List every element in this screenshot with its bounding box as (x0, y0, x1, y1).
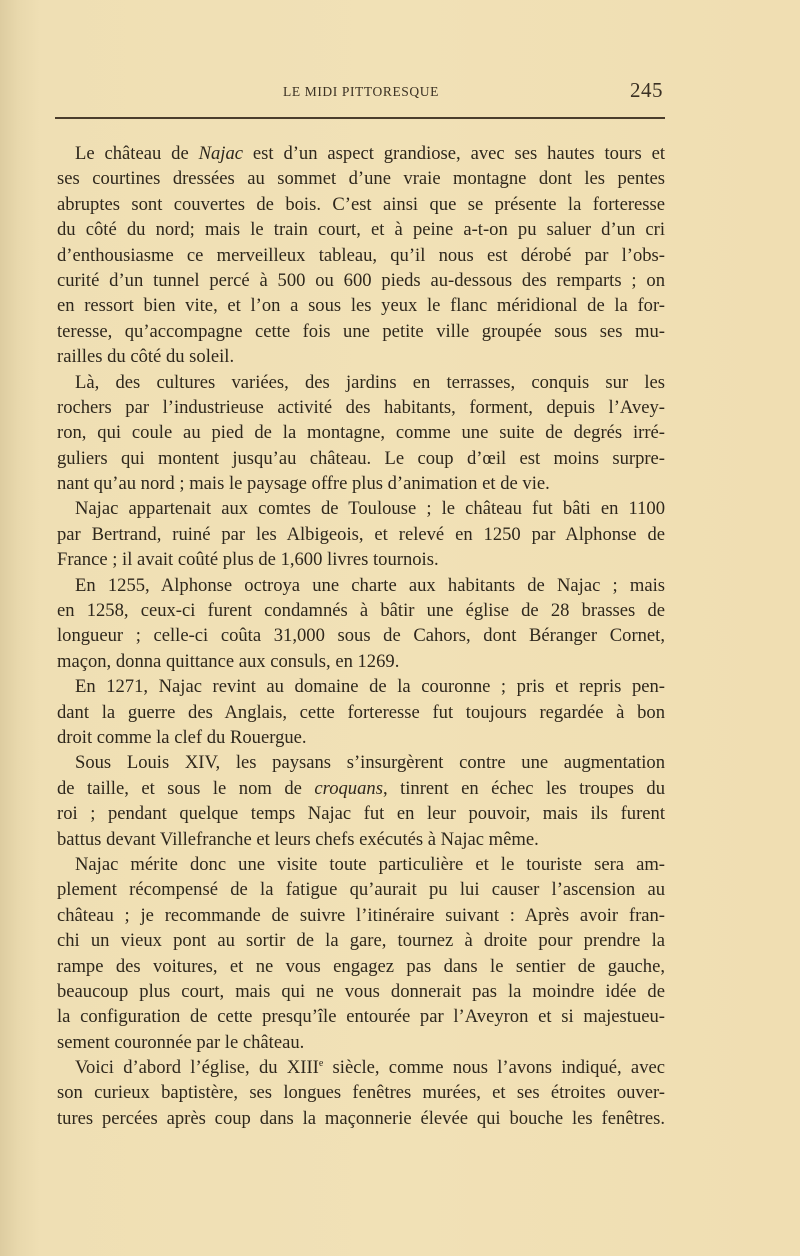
text-line: par Bertrand, ruiné par les Albigeois, et relevé en 1250 par Alphonse de (57, 523, 665, 545)
text-line: son curieux baptistère, ses longues fenêtres murées, et ses étroites ouver- (57, 1082, 665, 1104)
text-line: guliers qui montent jusqu’au château. Le coup d’œil est moins surpre- (57, 447, 665, 469)
running-head (57, 78, 665, 102)
running-title: LE MIDI PITTORESQUE (283, 84, 439, 99)
text-line: droit comme la clef du Rouergue. (57, 726, 307, 748)
emphasis-najac: Najac (198, 143, 244, 164)
text-line: rochers par l’industrieuse activité des habitants, forment, depuis l’Avey- (57, 396, 665, 418)
text-line: Voici d’abord l’église, du XIIIe siècle, comme nous l’avons indiqué, avec (75, 1057, 665, 1079)
text-line: du côté du nord; mais le train court, et à peine a-t-on pu saluer d’un cri (57, 219, 665, 241)
body-text (57, 141, 665, 1131)
text-line: plement récompensé de la fatigue qu’aurait pu lui causer l’ascension au (57, 879, 665, 901)
text-line: teresse, qu’accompagne cette fois une petite ville groupée sous ses mu- (57, 320, 665, 342)
text-line: Najac appartenait aux comtes de Toulouse ; le château fut bâti en 1100 (75, 498, 665, 520)
text-line: maçon, donna quittance aux consuls, en 1269. (57, 650, 400, 672)
text-line: Le château de Najac est d’un aspect grandiose, avec ses hautes tours et (75, 143, 665, 164)
page-number: 245 (630, 78, 663, 102)
text-line: chi un vieux pont au sortir de la gare, tournez à droite pour prendre la (57, 930, 665, 952)
text-line: roi ; pendant quelque temps Najac fut en leur pouvoir, mais ils furent (57, 803, 665, 825)
text-line: France ; il avait coûté plus de 1,600 livres tournois. (57, 549, 439, 571)
header-rule (55, 117, 665, 119)
text-line: en ressort bien vite, et l’on a sous les yeux le flanc méridional de la for- (57, 295, 665, 317)
text-line: de taille, et sous le nom de croquans, tinrent en échec les troupes du (57, 777, 665, 799)
text-line: Là, des cultures variées, des jardins en terrasses, conquis sur les (75, 371, 665, 393)
text-line: Najac mérite donc une visite toute particulière et le touriste sera am- (75, 853, 665, 875)
text-line: sement couronnée par le château. (57, 1031, 305, 1053)
text-line: d’enthousiasme ce merveilleux tableau, qu’il nous est dérobé par l’obs- (57, 244, 665, 266)
text-line: Sous Louis XIV, les paysans s’insurgèrent contre une augmentation (75, 752, 665, 774)
text-line: abruptes sont couvertes de bois. C’est ainsi que se présente la forteresse (57, 193, 665, 215)
text-line: En 1255, Alphonse octroya une charte aux habitants de Najac ; mais (75, 574, 665, 596)
text-line: la configuration de cette presqu’île entourée par l’Aveyron et si majestueu- (57, 1006, 665, 1028)
text-line: battus devant Villefranche et leurs chefs exécutés à Najac même. (57, 828, 539, 850)
text-line: dant la guerre des Anglais, cette forteresse fut toujours regardée à bon (57, 701, 665, 723)
text-line: nant qu’au nord ; mais le paysage offre plus d’animation et de vie. (57, 473, 550, 495)
text-line: rampe des voitures, et ne vous engagez pas dans le sentier de gauche, (57, 955, 665, 977)
text-line: ses courtines dressées au sommet d’une vraie montagne dont les pentes (57, 168, 665, 190)
text-line: longueur ; celle-ci coûta 31,000 sous de Cahors, dont Béranger Cornet, (57, 625, 665, 647)
emphasis-croquans: croquans (314, 777, 383, 799)
text-line: curité d’un tunnel percé à 500 ou 600 pieds au-dessous des remparts ; on (57, 269, 665, 291)
text-line: beaucoup plus court, mais qui ne vous donnerait pas la moindre idée de (57, 980, 665, 1002)
text-line: En 1271, Najac revint au domaine de la couronne ; pris et repris pen- (75, 676, 665, 698)
text-line: tures percées après coup dans la maçonnerie élevée qui bouche les fenêtres. (57, 1107, 665, 1129)
text-line: en 1258, ceux-ci furent condamnés à bâtir une église de 28 brasses de (57, 600, 665, 622)
text-line: château ; je recommande de suivre l’itinéraire suivant : Après avoir fran- (57, 904, 665, 926)
text-line: railles du côté du soleil. (57, 346, 235, 368)
superscript-e: e (318, 1058, 324, 1070)
text-line: ron, qui coule au pied de la montagne, comme une suite de degrés irré- (57, 422, 665, 444)
